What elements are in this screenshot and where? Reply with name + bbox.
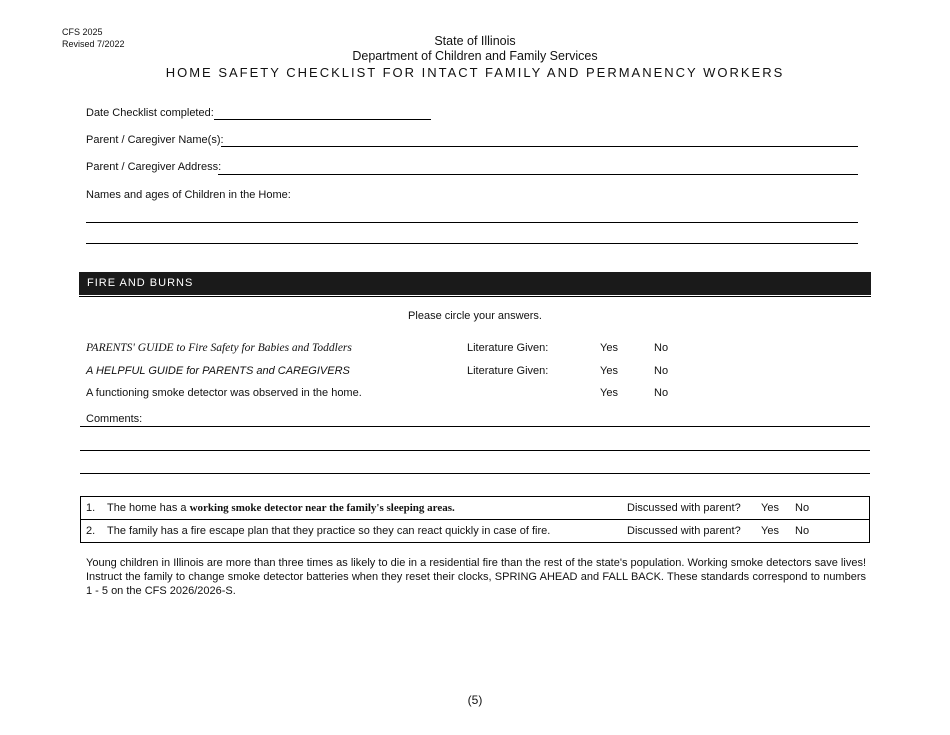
form-number: CFS 2025 xyxy=(62,27,103,37)
header-state: State of Illinois xyxy=(434,34,516,48)
discussion-table-divider xyxy=(80,519,870,520)
item-2-no[interactable]: No xyxy=(654,365,669,377)
discussion-2-text: The family has a fire escape plan that they practice so they can react quickly in case of fire. xyxy=(107,525,551,537)
discussion-1-text-prefix: The home has a xyxy=(107,502,190,514)
discussion-1-text-bold: working smoke detector near the family's sleeping areas. xyxy=(189,502,455,514)
section-header-fire-and-burns xyxy=(79,272,871,295)
item-1-yes[interactable]: Yes xyxy=(600,342,618,354)
discussion-2-yes[interactable]: Yes xyxy=(761,525,779,537)
item-1-literature-label: Literature Given: xyxy=(467,342,549,354)
instructions: Please circle your answers. xyxy=(408,310,542,322)
discussion-1-number: 1. xyxy=(86,502,96,514)
item-3-no[interactable]: No xyxy=(654,387,669,399)
children-field-line-1[interactable] xyxy=(86,222,858,223)
comments-label: Comments: xyxy=(86,413,143,425)
page-title: HOME SAFETY CHECKLIST FOR INTACT FAMILY AND PERMANENCY WORKERS xyxy=(165,65,785,80)
safety-note: Young children in Illinois are more than three times as likely to die in a residential fire than the rest of the state's population. Working smoke detectors save lives! Instruct the family to change smoke detector batteries when they reset their clocks, SPRING AHEAD and FALL BACK. These standards correspond to numbers 1 - 5 on the CFS 2026/2026-S. xyxy=(86,557,866,597)
item-2-yes[interactable]: Yes xyxy=(600,365,618,377)
comments-line-3[interactable] xyxy=(80,473,870,474)
discussion-1-label: Discussed with parent? xyxy=(627,502,741,514)
caregiver-name-field[interactable] xyxy=(221,146,858,147)
discussion-2-label: Discussed with parent? xyxy=(627,525,741,537)
section-divider xyxy=(79,296,871,297)
comments-line-2[interactable] xyxy=(80,450,870,451)
date-field[interactable] xyxy=(214,119,431,120)
discussion-2-no[interactable]: No xyxy=(795,525,810,537)
item-smoke-detector-observed: A functioning smoke detector was observed in the home. xyxy=(86,387,362,399)
discussion-1-text xyxy=(107,502,455,514)
discussion-1-yes[interactable]: Yes xyxy=(761,502,779,514)
form-revised: Revised 7/2022 xyxy=(62,39,125,49)
date-label: Date Checklist completed: xyxy=(86,107,214,119)
page-number: (5) xyxy=(467,693,483,707)
discussion-1-no[interactable]: No xyxy=(795,502,810,514)
caregiver-address-field[interactable] xyxy=(218,174,858,175)
caregiver-address-label: Parent / Caregiver Address: xyxy=(86,161,222,173)
item-parents-guide: PARENTS' GUIDE to Fire Safety for Babies and Toddlers xyxy=(86,342,352,354)
children-field-line-2[interactable] xyxy=(86,243,858,244)
header-department: Department of Children and Family Services xyxy=(352,49,598,63)
section-title: FIRE AND BURNS xyxy=(87,277,194,289)
item-2-literature-label: Literature Given: xyxy=(467,365,549,377)
children-label: Names and ages of Children in the Home: xyxy=(86,189,291,201)
discussion-2-number: 2. xyxy=(86,525,96,537)
comments-line-1[interactable] xyxy=(80,426,870,427)
item-3-yes[interactable]: Yes xyxy=(600,387,618,399)
item-1-no[interactable]: No xyxy=(654,342,669,354)
caregiver-name-label: Parent / Caregiver Name(s): xyxy=(86,134,224,146)
item-helpful-guide: A HELPFUL GUIDE for PARENTS and CAREGIVERS xyxy=(86,365,350,377)
